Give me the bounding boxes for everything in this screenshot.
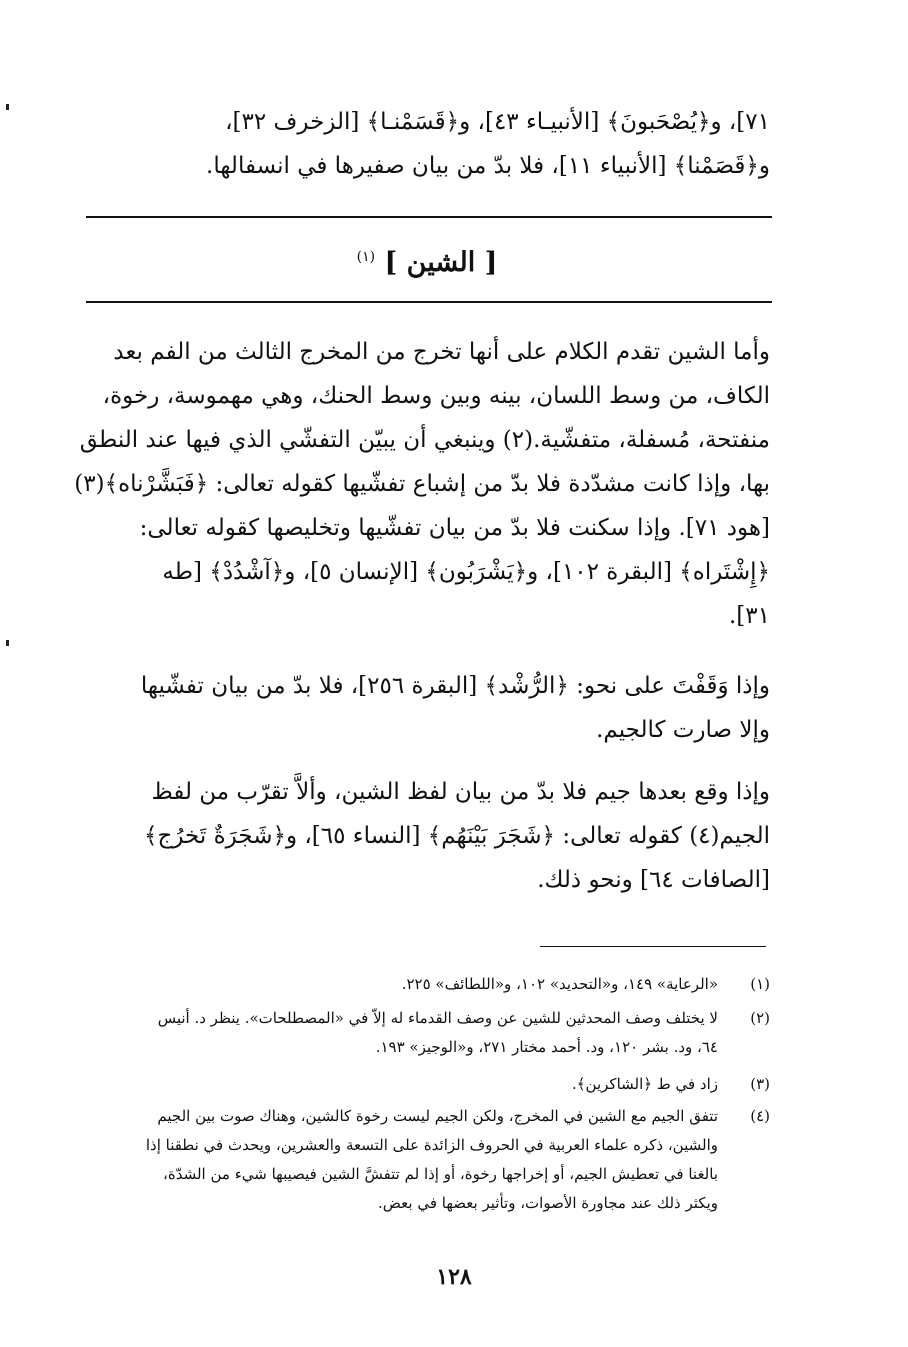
section-title: [ الشين ] [384, 247, 498, 278]
text-line: وإذا وقع بعدها جيم فلا بدّ من بيان لفظ الشين، وألاَّ تقرّب من لفظ [151, 779, 770, 805]
text-line: [هود ٧١]. وإذا سكنت فلا بدّ من بيان تفشّيها وتخليصها كقوله تعالى: [139, 515, 770, 541]
page-number: ١٢٨ [436, 1264, 472, 1290]
footnote-line: والشين، ذكره علماء العربية في الحروف الزائدة على التسعة والعشرين، ويحدث في نطقنا إذا [145, 1136, 718, 1154]
text-line: وأما الشين تقدم الكلام على أنها تخرج من المخرج الثالث من الفم بعد [113, 339, 770, 365]
footnote-ref: (١) [356, 249, 376, 265]
footnote-line: تتفق الجيم مع الشين في المخرج، ولكن الجيم ليست رخوة كالشين، وهناك صوت بين الجيم [157, 1107, 718, 1125]
intro-text [84, 100, 770, 188]
footnote-line: زاد في ط ﴿الشاكرين﴾. [572, 1075, 718, 1093]
footnote-line: لا يختلف وصف المحدثين للشين عن وصف القدماء له إلاّ في «المصطلحات». ينظر د. أنيس [157, 1009, 718, 1027]
footnote-line: ٦٤، ود. بشر ١٢٠، ود. أحمد مختار ٢٧١، و«الوجيز» ١٩٣. [375, 1038, 718, 1056]
text-line: ٧١]، و﴿يُصْحَبونَ﴾ [الأنبيـاء ٤٣]، و﴿قَسَمْنـا﴾ [الزخرف ٣٢]، [225, 109, 770, 135]
footnote [84, 1102, 770, 1218]
margin-mark [6, 640, 9, 646]
text-line: بها، وإذا كانت مشدّدة فلا بدّ من إشباع تفشّيها كقوله تعالى: ﴿فَبَشَّرْناه﴾(٣) [74, 471, 770, 497]
text-line: منفتحة، مُسفلة، متفشّية.(٢) وينبغي أن يبيّن التفشّي الذي فيها عند النطق [79, 427, 770, 453]
paragraph [74, 330, 770, 638]
footnote [84, 970, 770, 999]
text-line: وإذا وَقَفْتَ على نحو: ﴿الرُّشْد﴾ [البقرة ٢٥٦]، فلا بدّ من بيان تفشّيها [140, 673, 770, 699]
footnote-number: (٢) [750, 1009, 770, 1027]
text-line: و﴿قَصَمْنا﴾ [الأنبياء ١١]، فلا بدّ من بيان صفيرها في انسفالها. [206, 153, 770, 179]
footnote-separator [540, 946, 766, 947]
footnote-number: (٣) [750, 1075, 770, 1093]
paragraph [84, 770, 770, 902]
footnote-line: بالغنا في تعطيش الجيم، أو إخراجها رخوة، أو إذا لم تتفشَّ الشين فيصيبها شيء من الشدّة، [163, 1165, 718, 1183]
footnote-line: ويكثر ذلك عند مجاورة الأصوات، وتأثير بعضها في بعض. [378, 1194, 718, 1212]
section-rule-top [86, 216, 772, 218]
text-line: الكاف، من وسط اللسان، بينه وبين وسط الحنك، وهي مهموسة، رخوة، [102, 383, 770, 409]
section-heading [84, 232, 770, 288]
margin-mark [6, 104, 9, 110]
footnote-number: (١) [750, 975, 770, 993]
paragraph [84, 664, 770, 752]
text-line: ﴿إِشْتَراه﴾ [البقرة ١٠٢]، و﴿يَشْرَبُون﴾ [الإنسان ٥]، و﴿آشْدُدْ﴾ [طه [162, 559, 770, 585]
footnote [84, 1070, 770, 1099]
text-line: وإلا صارت كالجيم. [596, 717, 770, 743]
section-rule-bottom [86, 301, 772, 303]
footnote [84, 1004, 770, 1062]
text-line: الجيم(٤) كقوله تعالى: ﴿شَجَرَ بَيْنَهُم﴾ [النساء ٦٥]، و﴿شَجَرَةٌ تَخرُج﴾ [144, 823, 770, 849]
footnote-number: (٤) [750, 1107, 770, 1125]
text-line: ٣١]. [728, 603, 770, 629]
text-line: [الصافات ٦٤] ونحو ذلك. [537, 867, 770, 893]
footnote-line: «الرعاية» ١٤٩، و«التحديد» ١٠٢، و«اللطائف» ٢٢٥. [401, 975, 718, 993]
